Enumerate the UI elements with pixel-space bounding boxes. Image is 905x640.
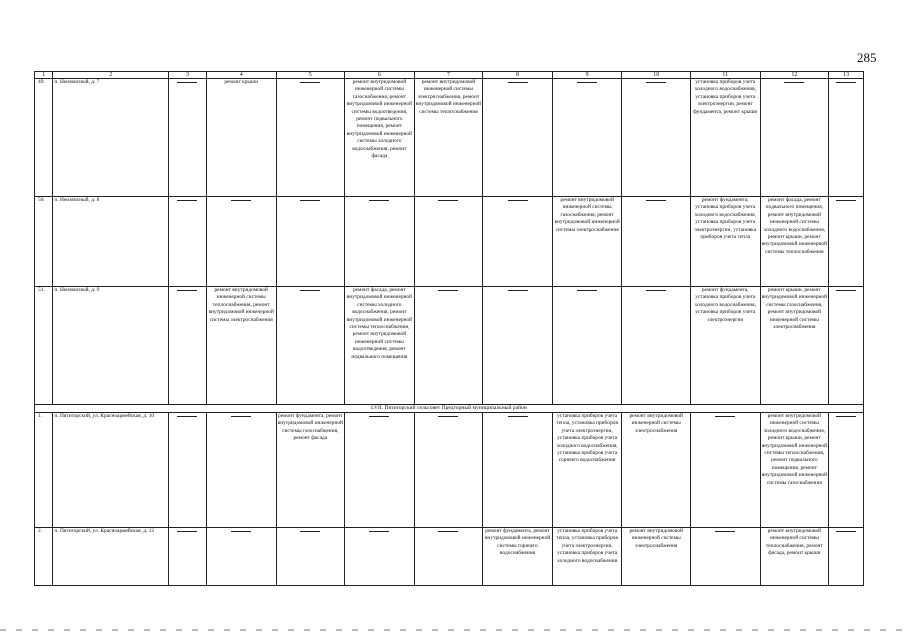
- dash: [231, 200, 251, 201]
- empty-cell: [345, 197, 415, 287]
- dash: [836, 290, 856, 291]
- dash: [300, 290, 320, 291]
- dash: [508, 290, 528, 291]
- dash: [300, 531, 320, 532]
- work-cell: ремонт фундамента, установка приборов учета холодного водоснабжения, установка приборов учета электроэнергии, установка приборов учета тепла: [690, 197, 760, 287]
- column-number: 10: [622, 72, 691, 79]
- dash: [836, 416, 856, 417]
- empty-cell: [760, 79, 829, 197]
- work-cell: ремонт внутридомовой инженерной системы газоснабжения, ремонт внутридомовой инженерной системы электроснабжения: [552, 197, 622, 287]
- dash: [438, 290, 458, 291]
- dash: [836, 200, 856, 201]
- dash: [177, 82, 197, 83]
- empty-cell: [169, 413, 207, 528]
- dash: [836, 82, 856, 83]
- dash: [438, 416, 458, 417]
- dash: [369, 416, 389, 417]
- work-cell: ремонт внутридомовой инженерной системы электроснабжения, ремонт внутридомовой инженерной системы теплоснабжения: [414, 79, 483, 197]
- scan-edge-artifact: [0, 629, 905, 631]
- dash: [177, 531, 197, 532]
- empty-cell: [169, 528, 207, 586]
- dash: [784, 82, 804, 83]
- dash: [577, 290, 597, 291]
- row-number: 51.: [35, 287, 53, 405]
- dash: [438, 200, 458, 201]
- empty-cell: [169, 79, 207, 197]
- dash: [369, 531, 389, 532]
- work-cell: установка приборов учета холодного водоснабжения, установка приборов учета электроэнергии, ремонт фундамента, ремонт крыши: [690, 79, 760, 197]
- dash: [177, 290, 197, 291]
- empty-cell: [414, 528, 483, 586]
- dash: [177, 200, 197, 201]
- empty-cell: [414, 197, 483, 287]
- empty-cell: [622, 197, 691, 287]
- row-number: 2.: [35, 528, 53, 586]
- dash: [231, 416, 251, 417]
- empty-cell: [483, 197, 553, 287]
- work-cell: ремонт крыши: [206, 79, 276, 197]
- dash: [508, 82, 528, 83]
- empty-cell: [622, 287, 691, 405]
- empty-cell: [206, 528, 276, 586]
- column-number: 11: [690, 72, 760, 79]
- column-number: 3: [169, 72, 207, 79]
- column-number: 6: [345, 72, 415, 79]
- column-number: 8: [483, 72, 553, 79]
- column-number: 9: [552, 72, 622, 79]
- page-number: 285: [857, 50, 877, 65]
- empty-cell: [622, 79, 691, 197]
- empty-cell: [169, 287, 207, 405]
- empty-cell: [552, 287, 622, 405]
- dash: [715, 416, 735, 417]
- empty-cell: [414, 413, 483, 528]
- table-row: [35, 528, 864, 586]
- empty-cell: [552, 79, 622, 197]
- dash: [177, 416, 197, 417]
- column-number: 13: [829, 72, 864, 79]
- column-number: 12: [760, 72, 829, 79]
- section-title: LVII. Пятигорский сельсовет Предгорный муниципальный район: [35, 405, 864, 413]
- work-cell: ремонт внутридомовой инженерной системы теплоснабжения, ремонт внутридомовой инженерной системы электроснабжения: [206, 287, 276, 405]
- dash: [369, 200, 389, 201]
- row-number: 1.: [35, 413, 53, 528]
- empty-cell: [206, 413, 276, 528]
- empty-cell: [276, 79, 345, 197]
- dash: [300, 82, 320, 83]
- column-number: 4: [206, 72, 276, 79]
- empty-cell: [483, 79, 553, 197]
- dash: [508, 200, 528, 201]
- work-cell: ремонт внутридомовой инженерной системы электроснабжения: [622, 413, 691, 528]
- dash: [577, 82, 597, 83]
- empty-cell: [276, 287, 345, 405]
- dash: [231, 531, 251, 532]
- empty-cell: [414, 287, 483, 405]
- empty-cell: [690, 528, 760, 586]
- empty-cell: [483, 287, 553, 405]
- address-cell: п. Неизвисный, д. 7: [53, 79, 169, 197]
- address-cell: п. Неизвисный, д. 9: [53, 287, 169, 405]
- column-number: 1: [35, 72, 53, 79]
- work-cell: установка приборов учета тепла, установка приборов учета электроэнергии, установка приборов учета холодного водоснабжения, установка приборов учета горячего водоснабжения: [552, 413, 622, 528]
- empty-cell: [690, 413, 760, 528]
- work-cell: ремонт внутридомовой инженерной системы газоснабжения, ремонт внутридомовой инженерной системы водоотведения, ремонт подвального помещения, ремонт внутридомовой инженерной системы холодного водоснабжения, ремонт фасада: [345, 79, 415, 197]
- column-number-row: [35, 72, 864, 79]
- column-number: 2: [53, 72, 169, 79]
- empty-cell: [169, 197, 207, 287]
- work-cell: ремонт фасада, ремонт подвального помещения, ремонт внутридомовой инженерной системы холодного водоснабжения, ремонт крыши, ремонт внутридомовой инженерной системы теплоснабжения: [760, 197, 829, 287]
- work-cell: ремонт фундамента, ремонт внутридомовой инженерной системы горячего водоснабжения: [483, 528, 553, 586]
- table-row: [35, 79, 864, 197]
- work-cell: ремонт крыши, ремонт внутридомовой инженерной системы газоснабжения, ремонт внутридомовой инженерной системы электроснабжения: [760, 287, 829, 405]
- work-cell: ремонт внутридомовой инженерной системы теплоснабжения, ремонт фасада, ремонт крыши: [760, 528, 829, 586]
- address-cell: п. Пятигорский, ул. Красноармейская, д. 12: [53, 528, 169, 586]
- empty-cell: [345, 528, 415, 586]
- address-cell: п. Пятигорский, ул. Красноармейская, д. 10: [53, 413, 169, 528]
- work-cell: ремонт внутридомовой инженерной системы электроснабжения: [622, 528, 691, 586]
- dash: [438, 531, 458, 532]
- dash: [508, 416, 528, 417]
- column-number: 5: [276, 72, 345, 79]
- empty-cell: [276, 528, 345, 586]
- empty-cell: [829, 528, 864, 586]
- empty-cell: [276, 197, 345, 287]
- column-number: 7: [414, 72, 483, 79]
- dash: [715, 531, 735, 532]
- dash: [836, 531, 856, 532]
- dash: [646, 200, 666, 201]
- empty-cell: [483, 413, 553, 528]
- work-cell: ремонт внутридомовой инженерной системы холодного водоснабжения, ремонт крыши, ремонт внутридомовой инженерной системы теплоснабжения, ремонт подвального помещения, ремонт внутридомовой инженерной системы газоснабжения: [760, 413, 829, 528]
- empty-cell: [829, 79, 864, 197]
- empty-cell: [829, 197, 864, 287]
- empty-cell: [345, 413, 415, 528]
- address-cell: п. Неизвисный, д. 8: [53, 197, 169, 287]
- section-header-row: [35, 405, 864, 413]
- work-cell: установка приборов учета тепла, установка приборов учета электроэнергии, установка приборов учета холодного водоснабжения: [552, 528, 622, 586]
- row-number: 50.: [35, 197, 53, 287]
- table-row: [35, 413, 864, 528]
- dash: [646, 290, 666, 291]
- empty-cell: [829, 287, 864, 405]
- empty-cell: [206, 197, 276, 287]
- work-cell: ремонт фасада, ремонт внутридомовой инженерной системы холодного водоснабжения, ремонт внутридомовой инженерной системы теплоснабжения, ремонт внутридомовой инженерной системы водоотведения, ремонт подвального помещения: [345, 287, 415, 405]
- table-row: [35, 197, 864, 287]
- table-row: [35, 287, 864, 405]
- dash: [646, 82, 666, 83]
- work-cell: ремонт фундамента, установка приборов учета холодного водоснабжения, установка приборов учета электроэнергии: [690, 287, 760, 405]
- works-schedule-table: [34, 71, 864, 586]
- work-cell: ремонт фундамента, ремонт внутридомовой инженерной системы газоснабжения, ремонт фасада: [276, 413, 345, 528]
- dash: [300, 200, 320, 201]
- row-number: 49.: [35, 79, 53, 197]
- empty-cell: [829, 413, 864, 528]
